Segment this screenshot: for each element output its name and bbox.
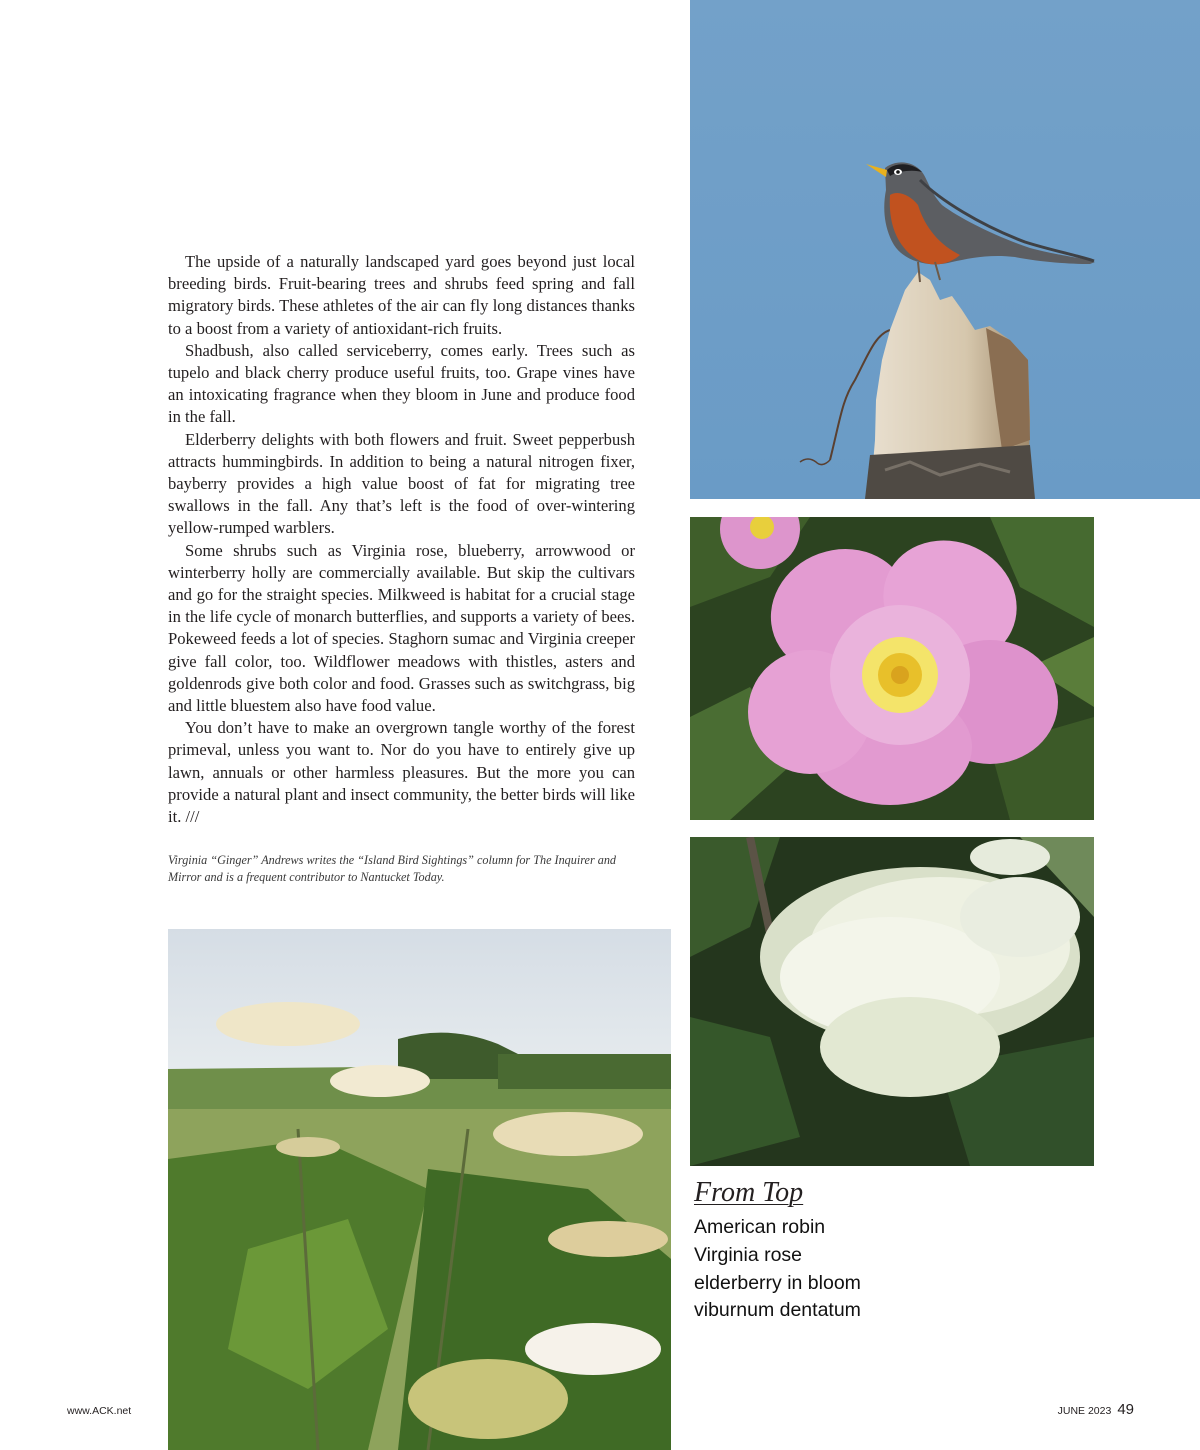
- caption-item: American robin: [694, 1216, 826, 1238]
- caption-item: elderberry in bloom: [694, 1271, 861, 1294]
- article-paragraph: The upside of a naturally landscaped yard goes beyond just local breeding birds. Fruit-bearing trees and shrubs feed spring and fall migratory birds. These athletes of the air can fly long distances thanks to a boost from a variety of antioxidant-rich fruits.: [168, 252, 635, 338]
- article-body: [168, 251, 635, 828]
- caption-item: Virginia rose: [694, 1243, 803, 1266]
- footer-website: www.ACK.net: [67, 1405, 132, 1417]
- caption-item: viburnum dentatum: [694, 1299, 861, 1322]
- footer-issue: JUNE 2023: [1057, 1405, 1112, 1417]
- footer-folio: [1058, 1401, 1134, 1418]
- article-paragraph: Shadbush, also called serviceberry, comes early. Trees such as tupelo and black cherry produce useful fruits, too. Grape vines have an intoxicating fragrance when they bloom in June and produce food in the fall.: [168, 340, 635, 427]
- american-robin-photo: [690, 0, 1200, 499]
- article-paragraph: Elderberry delights with both flowers and fruit. Sweet pepperbush attracts hummingbirds. In addition to being a natural nitrogen fixer, bayberry provides a high value boost of fat for migrating tree swallows in the fall. Any that’s left is the food of over-wintering yellow-rumped warblers.: [168, 429, 635, 538]
- article-paragraph: Some shrubs such as Virginia rose, blueberry, arrowwood or winterberry holly are commercially available. But skip the cultivars and go for the straight species. Milkweed is habitat for a crucial stage in the life cycle of monarch butterflies, and supports a variety of bees. Pokeweed feeds a lot of species. Staghorn sumac and Virginia creeper give fall color, too. Wildflower meadows with thistles, asters and goldenrods give both color and food. Grasses such as switchgrass, big and little bluestem also have food value.: [168, 540, 635, 716]
- page-number: 49: [1117, 1401, 1134, 1418]
- caption-list: [694, 1214, 1094, 1325]
- article-paragraph: You don’t have to make an overgrown tangle worthy of the forest primeval, unless you want to. Nor do you have to entirely give up lawn, annuals or other harmless pleasures. But the more you can provide a natural plant and insect community, the better birds will like it. ///: [168, 718, 635, 827]
- viburnum-dentatum-photo: [168, 929, 671, 1450]
- photo-caption: [694, 1176, 1094, 1325]
- caption-heading: From Top: [694, 1177, 804, 1208]
- elderberry-photo: [690, 837, 1094, 1166]
- virginia-rose-photo: [690, 517, 1094, 820]
- author-bio: Virginia “Ginger” Andrews writes the “Island Bird Sightings” column for The Inquirer and Mirror and is a frequent contributor to Nantucket Today.: [168, 853, 617, 884]
